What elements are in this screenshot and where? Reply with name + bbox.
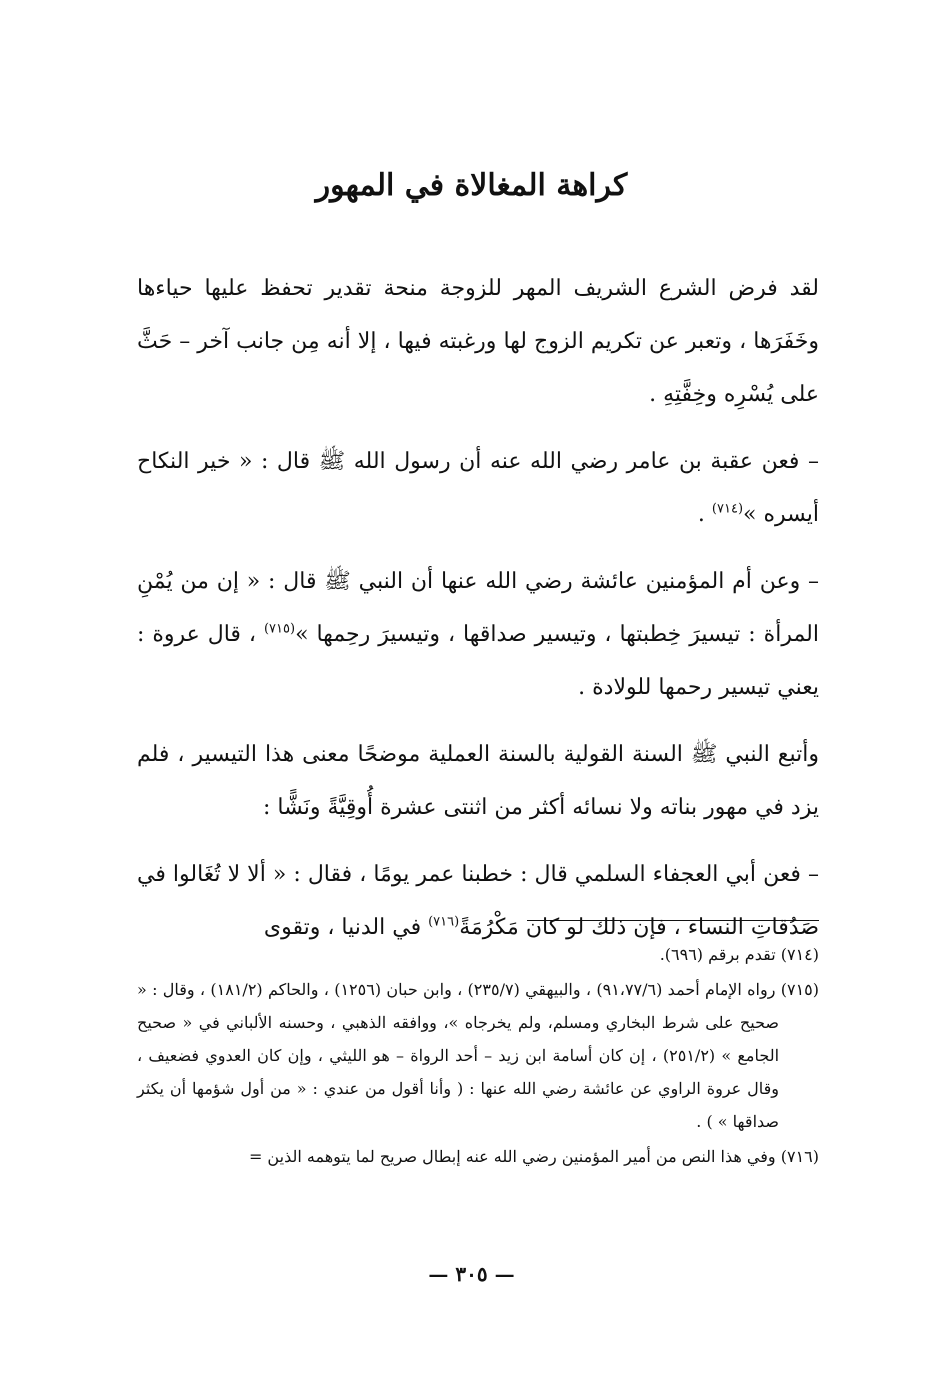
- footnote-ref-714[interactable]: (٧١٤): [711, 501, 744, 517]
- paragraph-practice: [137, 728, 819, 834]
- paragraph-hadith-uqba: [137, 435, 819, 541]
- paragraph-intro: [137, 262, 819, 421]
- page-title: كراهة المغالاة في المهور: [315, 168, 628, 203]
- paragraph-text: لقد فرض الشرع الشريف المهر للزوجة منحة تقدير تحفظ عليها حياءها وخَفَرَها ، وتعبر عن تكريم الزوج لها ورغبته فيها ، إلا أنه مِن جانب آخر – حَثَّ على يُسْرِه وخِفَّتِهِ .: [137, 276, 819, 407]
- footnote-ref-716[interactable]: (٧١٦): [428, 914, 460, 930]
- footnote-715: (٧١٥) رواه الإمام أحمد (٩١،٧٧/٦) ، والبيهقي (٢٣٥/٧) ، وابن حبان (١٢٥٦) ، والحاكم (١٨١/٢) ، وقال : « صحيح على شرط البخاري ومسلم، ولم يخرجاه »، ووافقه الذهبي ، وحسنه الألباني في « صحيح الجامع » (٢٥١/٢) ، إن كان أسامة ابن زيد – أحد الرواة – هو الليثي ، وإن كان العدوي فضعيف ، وقال عروة الراوي عن عائشة رضي الله عنها : ( وأنا أقول من عندي : « من أول شؤمها أن يكثر صداقها » ) .: [137, 980, 820, 1131]
- paragraph-hadith-aisha: [137, 555, 819, 714]
- paragraph-text-end: .: [697, 502, 712, 527]
- footnote-714: (٧١٤) تقدم برقم (٦٩٦).: [659, 945, 819, 964]
- paragraph-text: وأتبع النبي ﷺ السنة القولية بالسنة العملية موضحًا معنى هذا التيسير ، فلم يزد في مهور بناته ولا نسائه أكثر من اثنتى عشرة أُوقِيَّةً ونَشًّا :: [137, 742, 819, 820]
- footnote-separator: [527, 920, 819, 921]
- paragraph-text: – فعن عقبة بن عامر رضي الله عنه أن رسول الله ﷺ قال : « خير النكاح أيسره »: [137, 449, 819, 527]
- paragraph-text-tail: في الدنيا ، وتقوى: [263, 915, 429, 940]
- paragraph-text-tail: ، قال عروة : يعني تيسير رحمها للولادة .: [137, 622, 819, 700]
- main-text: [137, 262, 819, 968]
- footnotes: [137, 938, 819, 1175]
- footnote-716: (٧١٦) وفي هذا النص من أمير المؤمنين رضي الله عنه إبطال صريح لما يتوهمه الذين =: [248, 1147, 819, 1166]
- footnote-ref-715[interactable]: (٧١٥): [263, 621, 296, 637]
- page-number: — ٣٠٥ —: [428, 1262, 515, 1286]
- paragraph-text: – وعن أم المؤمنين عائشة رضي الله عنها أن النبي ﷺ قال : « إن من يُمْنِ المرأة : تيسيرَ خِطبتها ، وتيسير صداقها ، وتيسيرَ رحِمها »: [137, 569, 819, 647]
- paragraph-text: – فعن أبي العجفاء السلمي قال : خطبنا عمر يومًا ، فقال : « ألا لا تُغَالوا في صَدُقاتِ النساء ، فإن ذلك لو كان مَكْرُمَةً: [137, 862, 819, 940]
